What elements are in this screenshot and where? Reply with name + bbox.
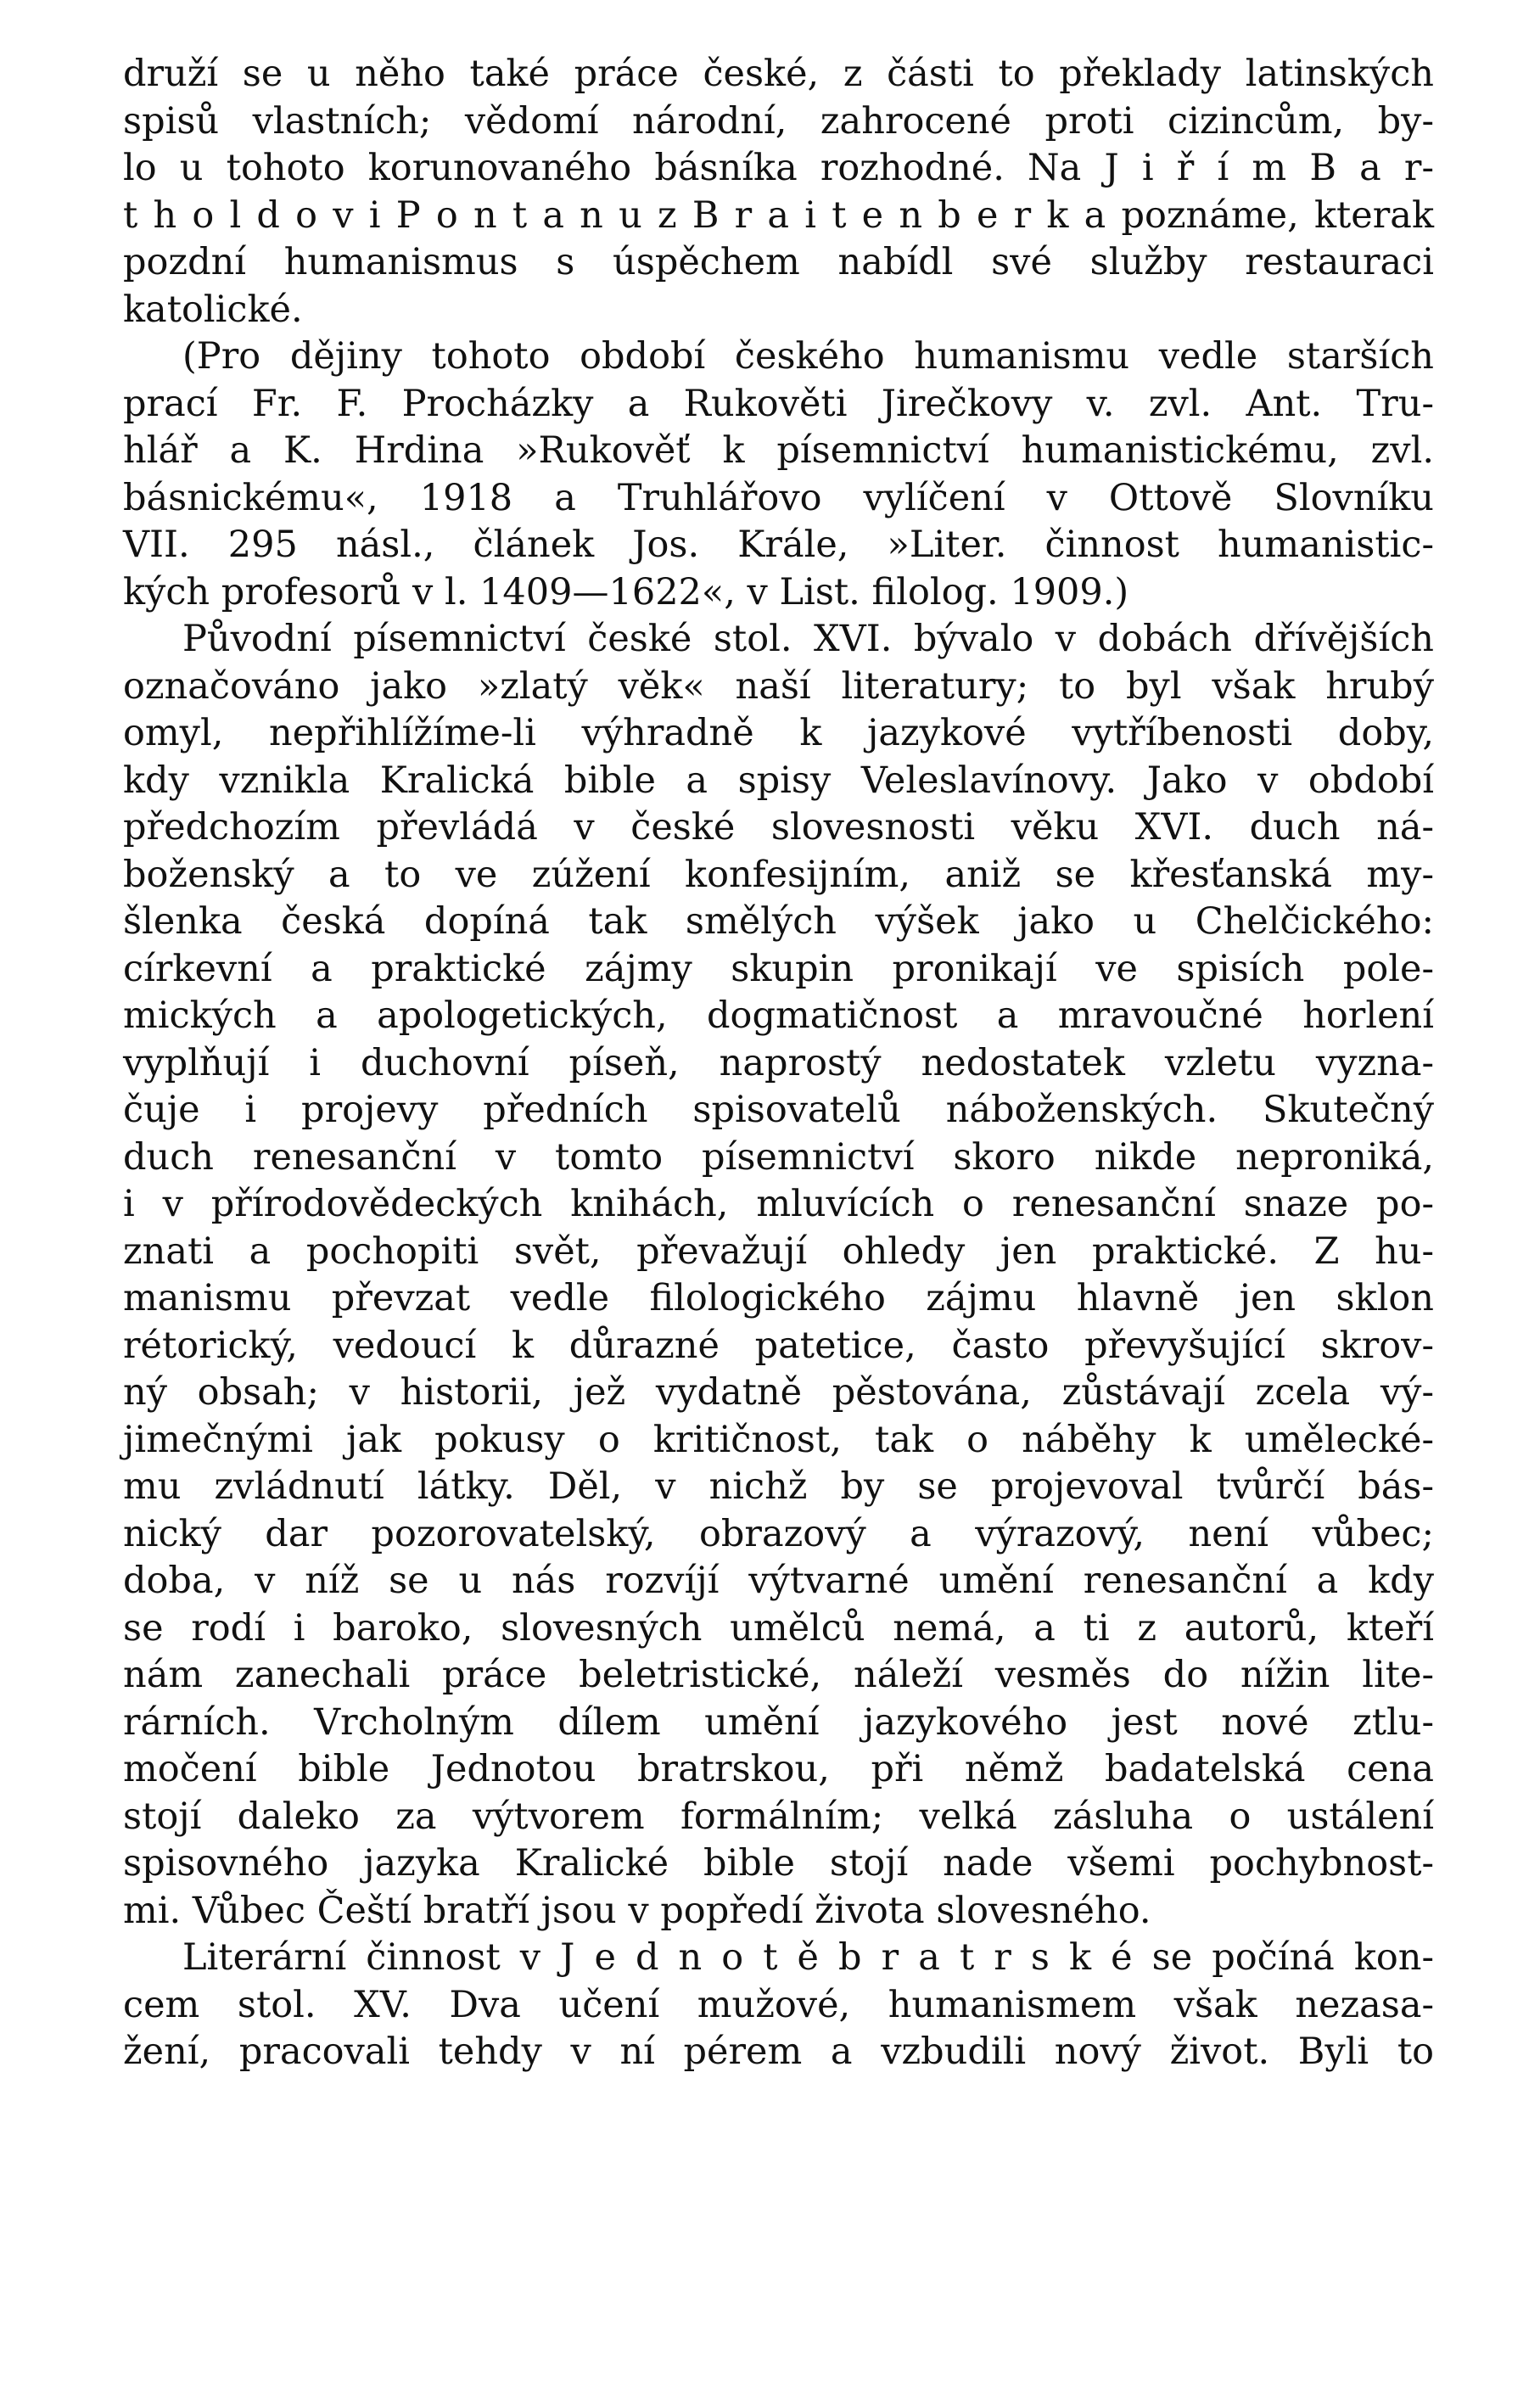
text-line: druží se u něho také práce české, z části to překlady latinských xyxy=(123,53,1434,95)
text-line: mických a apologetických, dogmatičnost a mravoučné horlení xyxy=(123,994,1434,1037)
text-line: hlář a K. Hrdina »Rukověť k písemnictví humanistickému, zvl. xyxy=(123,429,1434,472)
text-line: předchozím převládá v české slovesnosti věku XVI. duch ná- xyxy=(123,806,1434,849)
text-line: boženský a to ve zúžení konfesijním, aniž se křesťanská my- xyxy=(123,853,1434,896)
text-line: močení bible Jednotou bratrskou, při němž badatelská cena xyxy=(123,1748,1434,1790)
text-line: básnickému«, 1918 a Truhlářovo vylíčení v Ottově Slovníku xyxy=(123,476,1434,519)
text-line: stojí daleko za výtvorem formálním; velká zásluha o ustálení xyxy=(123,1795,1434,1838)
text-line: katolické. xyxy=(123,288,303,331)
text-line: se rodí i baroko, slovesných umělců nemá, a ti z autorů, kteří xyxy=(123,1606,1434,1650)
text-line: t h o l d o v i P o n t a n u z B r a i t e n b e r k a poznáme, kterak xyxy=(123,193,1434,237)
text-line: i v přírodovědeckých knihách, mluvících o renesanční snaze po- xyxy=(123,1183,1434,1225)
text-line: (Pro dějiny tohoto období českého humanismu vedle starších xyxy=(182,335,1434,378)
text-line: spisů vlastních; vědomí národní, zahrocené proti cizincům, by- xyxy=(123,99,1434,143)
text-line: spisovného jazyka Kralické bible stojí nade všemi pochybnost- xyxy=(123,1842,1434,1885)
text-line: církevní a praktické zájmy skupin pronikají ve spisích pole- xyxy=(123,947,1434,990)
text-line: manismu převzat vedle filologického zájmu hlavně jen sklon xyxy=(123,1277,1434,1319)
body-text xyxy=(123,51,1434,2076)
text-line: duch renesanční v tomto písemnictví skoro nikde neproniká, xyxy=(123,1135,1434,1179)
text-line: VII. 295 násl., článek Jos. Krále, »Liter. činnost humanistic- xyxy=(123,524,1434,566)
text-line: vyplňují i duchovní píseň, naprostý nedostatek vzletu vyzna- xyxy=(123,1041,1434,1084)
text-line: čuje i projevy předních spisovatelů náboženských. Skutečný xyxy=(123,1089,1434,1131)
text-line: označováno jako »zlatý věk« naší literatury; to byl však hrubý xyxy=(123,664,1434,708)
text-line: prací Fr. F. Procházky a Rukověti Jirečkovy v. zvl. Ant. Tru- xyxy=(123,382,1434,425)
text-line: mu zvládnutí látky. Děl, v nichž by se projevoval tvůrčí bás- xyxy=(123,1465,1434,1508)
text-line: rétorický, vedoucí k důrazné patetice, často převyšující skrov- xyxy=(123,1324,1434,1367)
text-line: doba, v níž se u nás rozvíjí výtvarné umění renesanční a kdy xyxy=(123,1560,1434,1602)
text-line: omyl, nepřihlížíme-li výhradně k jazykové vytříbenosti doby, xyxy=(123,712,1434,754)
text-line: jimečnými jak pokusy o kritičnost, tak o náběhy k umělecké- xyxy=(123,1418,1434,1461)
text-line: nický dar pozorovatelský, obrazový a výrazový, není vůbec; xyxy=(123,1512,1434,1555)
text-line: Původní písemnictví české stol. XVI. bývalo v dobách dřívějších xyxy=(182,618,1434,660)
text-line: rárních. Vrcholným dílem umění jazykového jest nové ztlu- xyxy=(123,1700,1434,1744)
text-line: nám zanechali práce beletristické, náleží vesměs do nížin lite- xyxy=(123,1654,1434,1696)
text-line: kdy vznikla Kralická bible a spisy Veleslavínovy. Jako v období xyxy=(123,759,1434,802)
text-line: žení, pracovali tehdy v ní pérem a vzbudili nový život. Byli to xyxy=(123,2031,1434,2073)
text-line: pozdní humanismus s úspěchem nabídl své služby restauraci xyxy=(123,241,1434,283)
text-line: kých profesorů v l. 1409—1622«, v List. filolog. 1909.) xyxy=(123,570,1129,613)
text-line: cem stol. XV. Dva učení mužové, humanismem však nezasa- xyxy=(123,1983,1434,2026)
text-line: mi. Vůbec Čeští bratří jsou v popředí života slovesného. xyxy=(123,1889,1151,1932)
text-line: ný obsah; v historii, jež vydatně pěstována, zůstávají zcela vý- xyxy=(123,1371,1434,1414)
text-line: lo u tohoto korunovaného básníka rozhodné. Na J i ř í m B a r- xyxy=(123,147,1434,189)
text-line: znati a pochopiti svět, převažují ohledy jen praktické. Z hu- xyxy=(123,1230,1434,1273)
text-line: Literární činnost v J e d n o t ě b r a t r s k é se počíná kon- xyxy=(182,1936,1434,1979)
text-line: šlenka česká dopíná tak smělých výšek jako u Chelčického: xyxy=(123,900,1434,943)
